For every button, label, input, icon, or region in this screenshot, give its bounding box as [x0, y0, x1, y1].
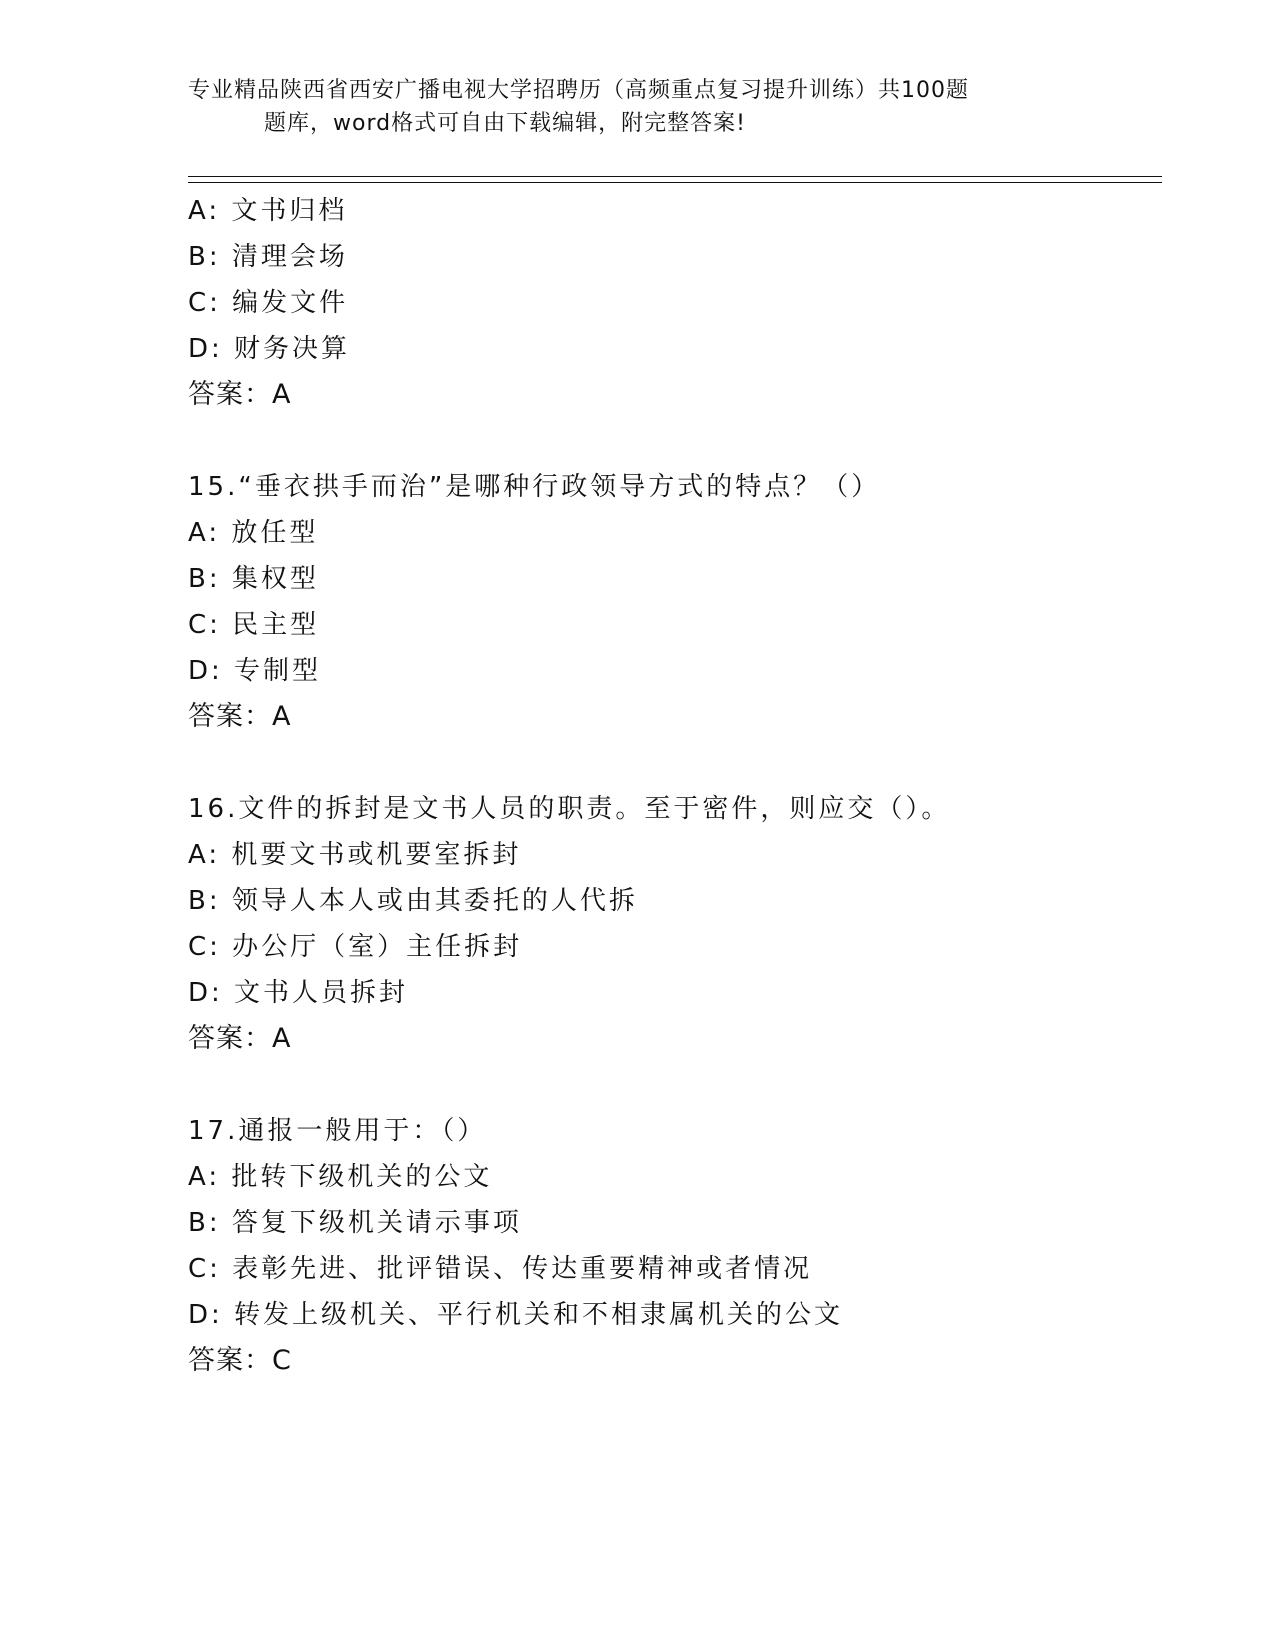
option-a: A: 批转下级机关的公文	[188, 1162, 493, 1192]
option-c: C: 办公厅（室）主任拆封	[188, 932, 523, 962]
header-title-line-1: 专业精品陕西省西安广播电视大学招聘历（高频重点复习提升训练）共100题	[188, 78, 969, 103]
question-block	[188, 464, 1148, 740]
answer-line: 答案：C	[188, 1345, 292, 1376]
answer-line: 答案：A	[188, 701, 292, 732]
option-c: C: 编发文件	[188, 288, 349, 318]
option-a: A: 文书归档	[188, 196, 348, 226]
answer-line: 答案：A	[188, 1023, 292, 1054]
option-d: D: 财务决算	[188, 334, 351, 364]
option-c: C: 民主型	[188, 610, 320, 640]
question-text: 15.“垂衣拱手而治”是哪种行政领导方式的特点？（）	[188, 472, 881, 502]
spacer	[188, 418, 1148, 464]
question-text: 16.文件的拆封是文书人员的职责。至于密件，则应交（）。	[188, 794, 951, 824]
question-block	[188, 786, 1148, 1062]
option-c: C: 表彰先进、批评错误、传达重要精神或者情况	[188, 1254, 813, 1284]
option-b: B: 清理会场	[188, 242, 348, 272]
option-b: B: 答复下级机关请示事项	[188, 1208, 522, 1238]
header-title-line-2: 题库，word格式可自由下载编辑，附完整答案!	[264, 111, 746, 136]
spacer	[188, 1062, 1148, 1108]
spacer	[188, 740, 1148, 786]
question-block	[188, 1108, 1148, 1384]
question-list	[188, 188, 1148, 1384]
option-d: D: 专制型	[188, 656, 322, 686]
option-d: D: 转发上级机关、平行机关和不相隶属机关的公文	[188, 1300, 844, 1330]
header-divider-top	[188, 176, 1162, 177]
option-a: A: 放任型	[188, 518, 319, 548]
question-text: 17.通报一般用于：（）	[188, 1116, 487, 1146]
option-b: B: 领导人本人或由其委托的人代拆	[188, 886, 638, 916]
option-a: A: 机要文书或机要室拆封	[188, 840, 522, 870]
option-d: D: 文书人员拆封	[188, 978, 409, 1008]
question-block	[188, 188, 1148, 418]
option-b: B: 集权型	[188, 564, 319, 594]
answer-line: 答案：A	[188, 379, 292, 410]
header-divider-bottom	[188, 182, 1162, 183]
document-header	[188, 74, 1048, 140]
